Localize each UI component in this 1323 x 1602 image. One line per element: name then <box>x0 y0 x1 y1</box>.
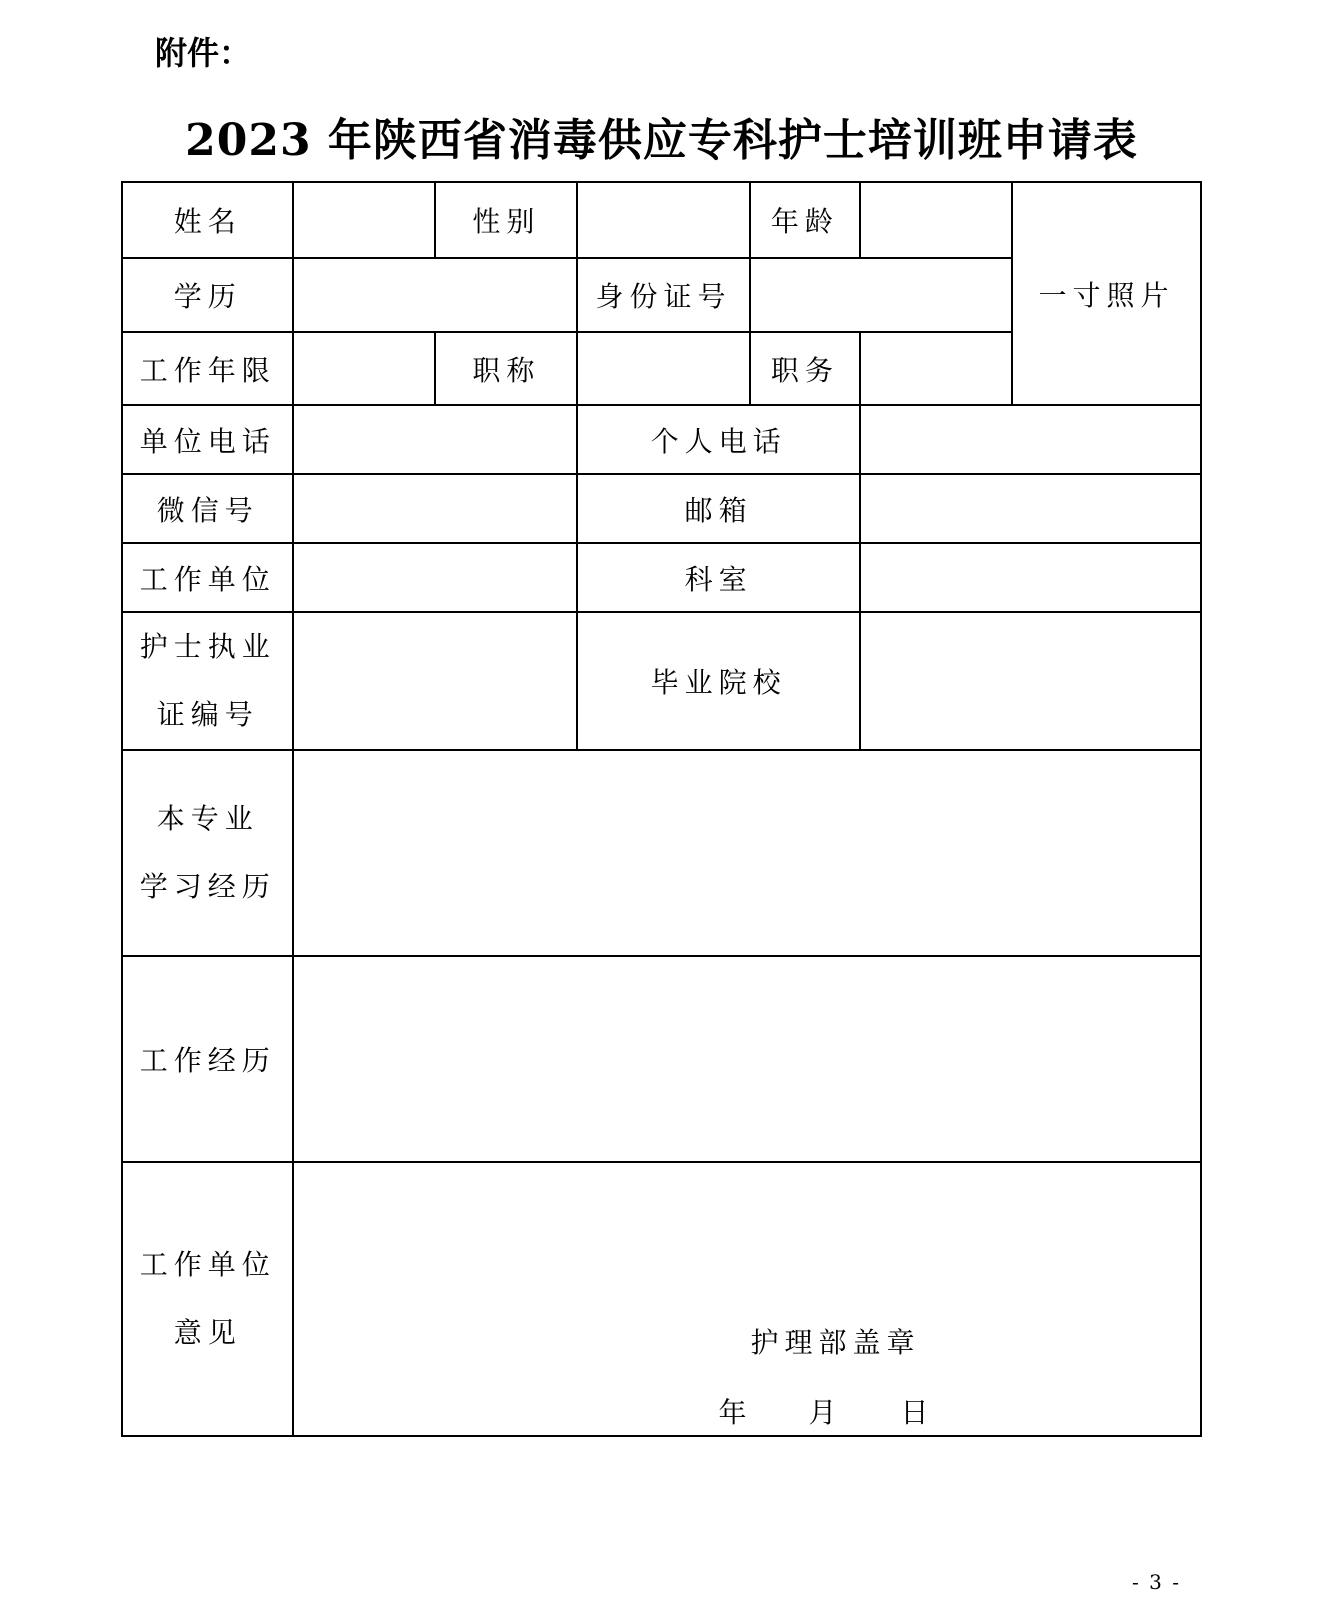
email-field[interactable] <box>860 474 1201 543</box>
study-label-line1: 本专业 <box>156 802 259 835</box>
nursing-dept-seal-text: 护理部盖章 <box>750 1326 921 1359</box>
application-form-table <box>121 181 1202 1437</box>
years-of-work-label: 工作年限 <box>122 332 293 405</box>
license-label-line2: 证编号 <box>156 698 259 731</box>
license-number-label <box>122 612 293 750</box>
years-of-work-field[interactable] <box>293 332 435 405</box>
graduated-from-field[interactable] <box>860 612 1201 750</box>
date-year-label: 年 <box>718 1396 753 1429</box>
id-number-field[interactable] <box>750 258 1012 332</box>
age-field[interactable] <box>860 182 1012 258</box>
study-experience-field[interactable] <box>293 750 1201 956</box>
form-title: 2023 年陕西省消毒供应专科护士培训班申请表 <box>185 115 1138 166</box>
license-label-line1: 护士执业 <box>139 630 276 663</box>
position-label: 职务 <box>750 332 860 405</box>
work-phone-label: 单位电话 <box>122 405 293 474</box>
age-label: 年龄 <box>750 182 860 258</box>
education-label: 学历 <box>122 258 293 332</box>
employer-label: 工作单位 <box>122 543 293 612</box>
department-field[interactable] <box>860 543 1201 612</box>
page-number: - 3 - <box>1132 1570 1181 1594</box>
department-label: 科室 <box>577 543 860 612</box>
license-number-field[interactable] <box>293 612 577 750</box>
gender-label: 性别 <box>435 182 577 258</box>
wechat-field[interactable] <box>293 474 577 543</box>
professional-title-field[interactable] <box>577 332 750 405</box>
personal-phone-field[interactable] <box>860 405 1201 474</box>
professional-title-label: 职称 <box>435 332 577 405</box>
education-field[interactable] <box>293 258 577 332</box>
employer-opinion-label <box>122 1162 293 1436</box>
study-label-line2: 学习经历 <box>139 870 276 903</box>
study-experience-label <box>122 750 293 956</box>
position-field[interactable] <box>860 332 1012 405</box>
name-label: 姓名 <box>122 182 293 258</box>
work-experience-field[interactable] <box>293 956 1201 1162</box>
work-experience-label: 工作经历 <box>122 956 293 1162</box>
id-number-label: 身份证号 <box>577 258 750 332</box>
email-label: 邮箱 <box>577 474 860 543</box>
opinion-label-line2: 意见 <box>173 1316 242 1349</box>
graduated-from-label: 毕业院校 <box>577 612 860 750</box>
wechat-label: 微信号 <box>122 474 293 543</box>
employer-opinion-field[interactable] <box>293 1162 1201 1436</box>
photo-box[interactable]: 一寸照片 <box>1012 182 1201 405</box>
work-phone-field[interactable] <box>293 405 577 474</box>
date-month-label: 月 <box>808 1396 843 1429</box>
attachment-label: 附件： <box>155 34 252 72</box>
employer-field[interactable] <box>293 543 577 612</box>
gender-field[interactable] <box>577 182 750 258</box>
opinion-label-line1: 工作单位 <box>139 1248 276 1281</box>
name-field[interactable] <box>293 182 435 258</box>
personal-phone-label: 个人电话 <box>577 405 860 474</box>
date-day-label: 日 <box>900 1396 935 1429</box>
